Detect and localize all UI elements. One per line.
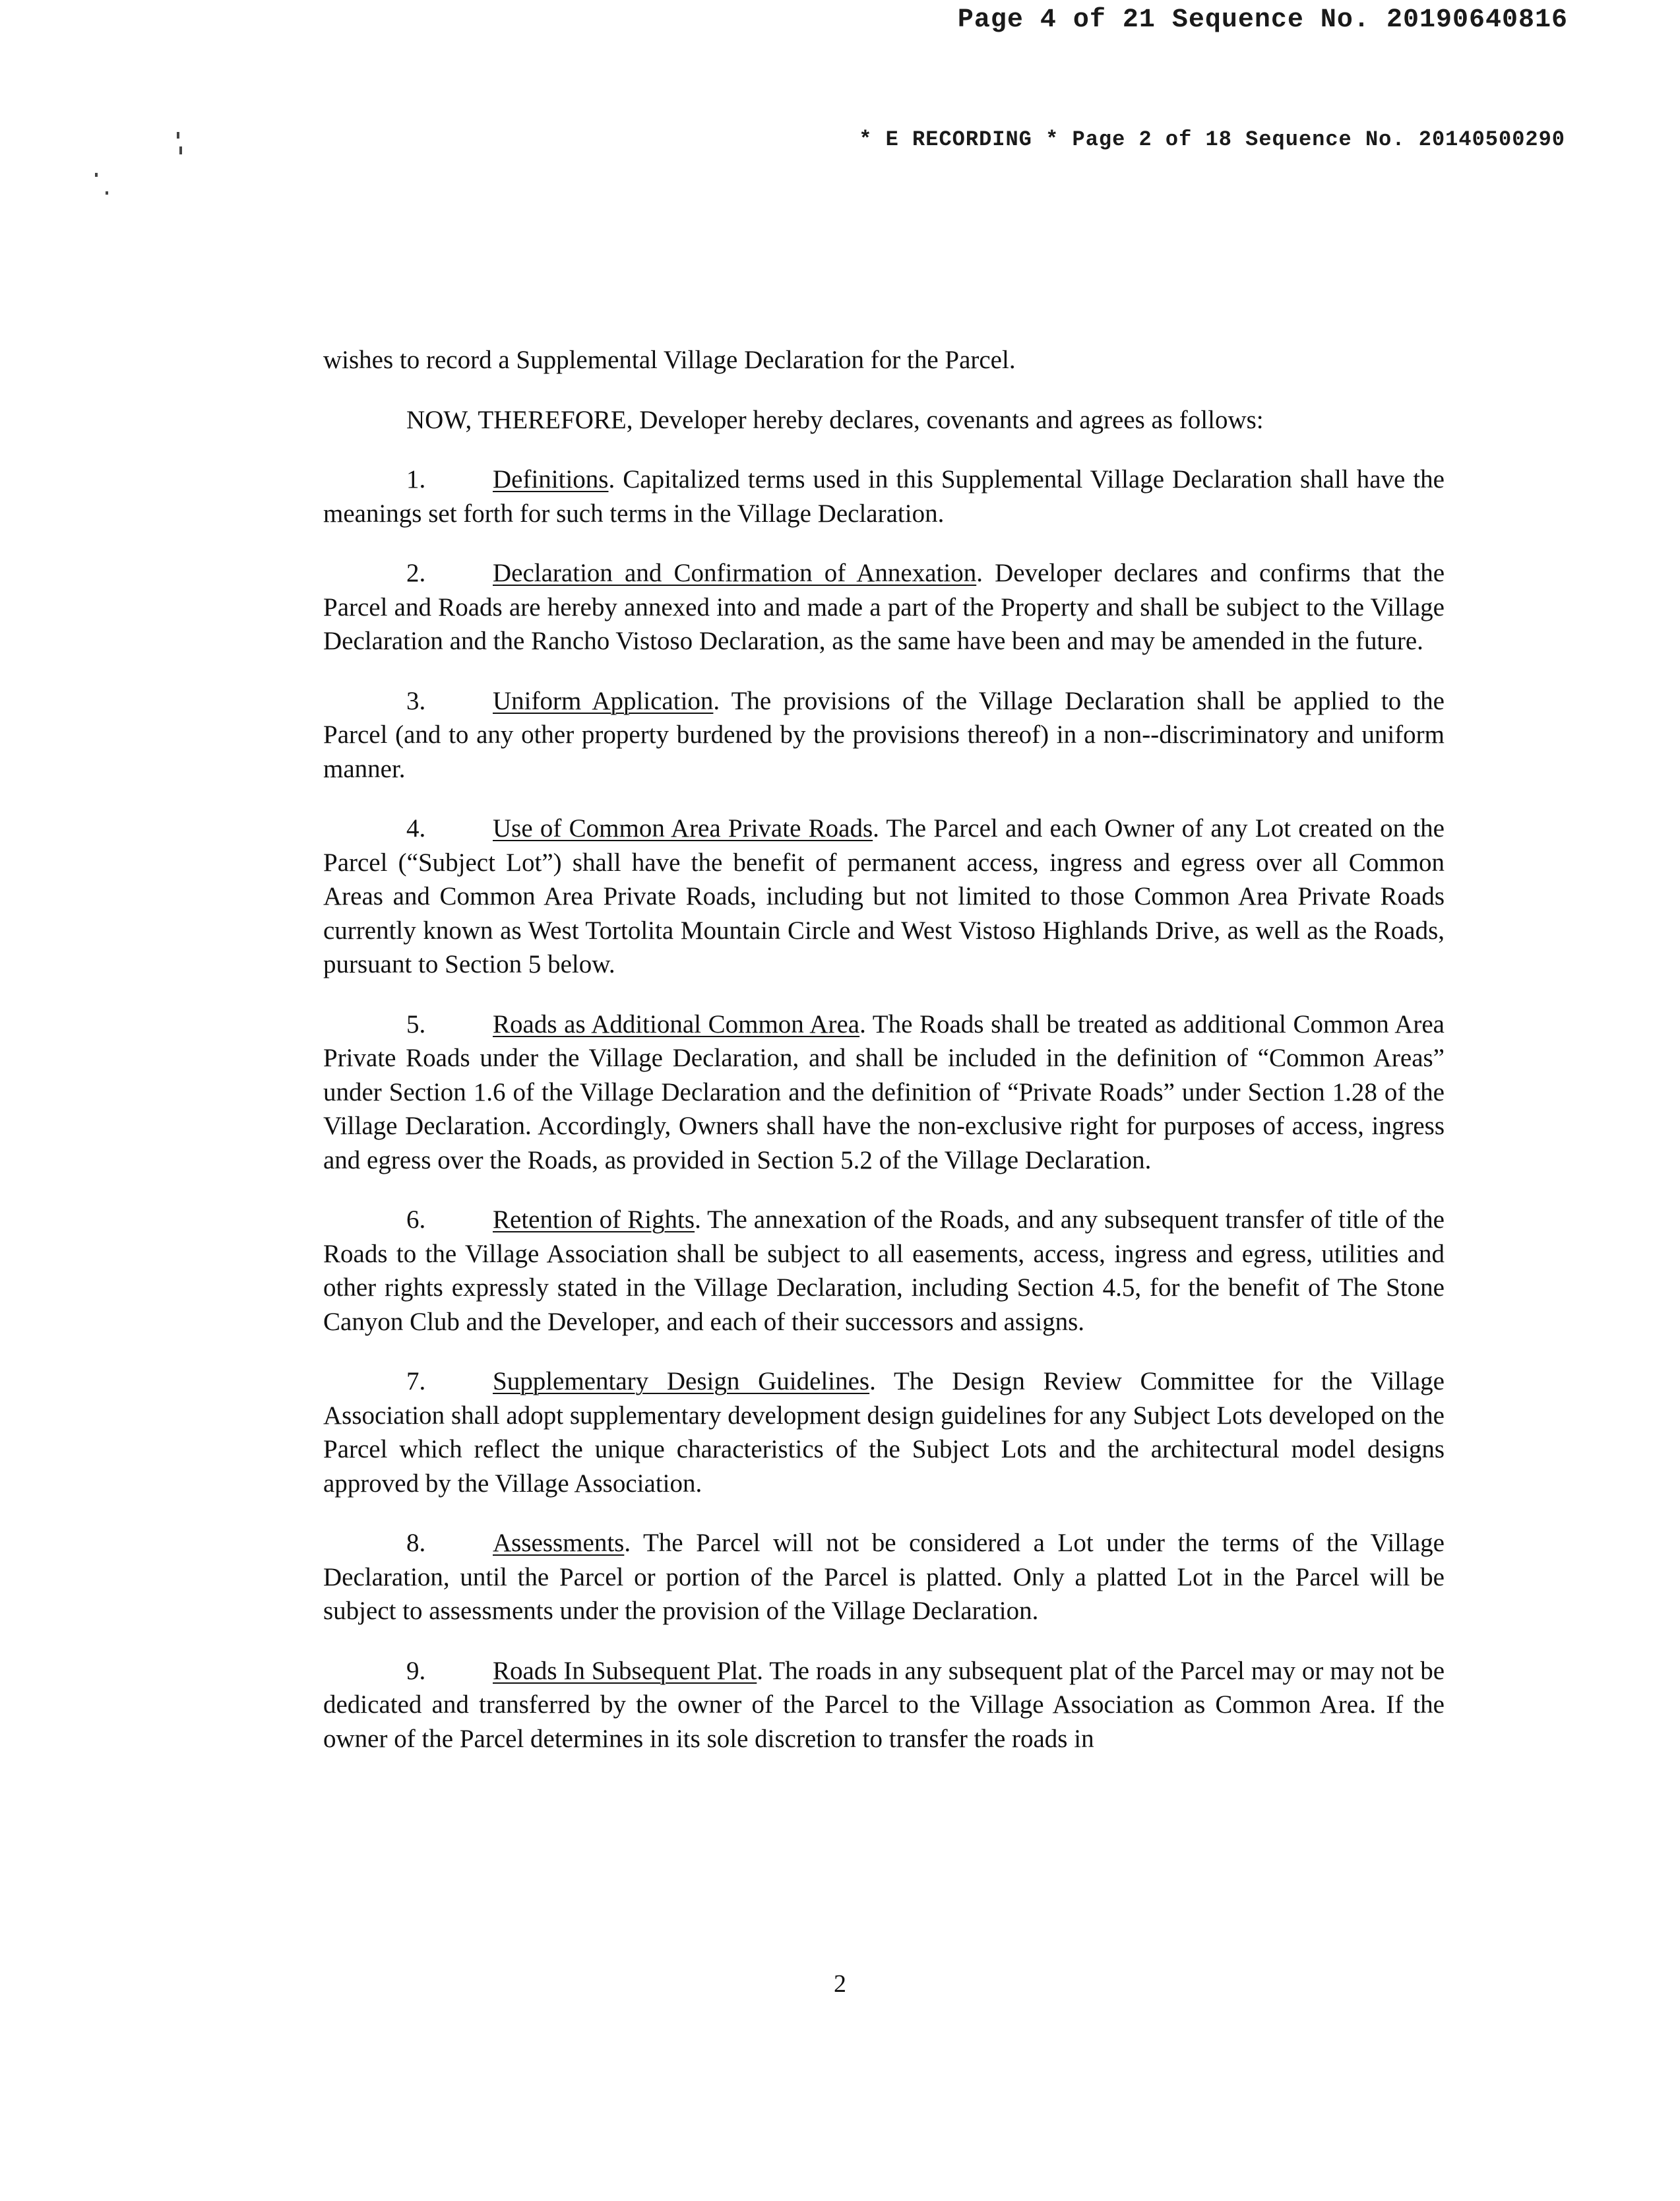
clause-text: . The Roads shall be treated as additional Common Area Private Roads under the Village Declaration, and shall be included in the definition of “Common Areas” under Section 1.6 of the Village Declaration and the definition of “Private Roads” under Section 1.28 of the Village Declaration. Accordingly, Owners shall have the non-exclusive right for purposes of access, ingress and egress over the Roads, as provided in Section 5.2 of the Village Declaration.: [323, 1009, 1445, 1174]
clause-4: [323, 812, 1445, 982]
clause-heading: Supplementary Design Guidelines: [493, 1367, 870, 1395]
clause-heading: Declaration and Confirmation of Annexation: [493, 559, 977, 587]
scan-mark: [95, 173, 98, 177]
clause-number: 2.: [406, 559, 426, 587]
clause-5: [323, 1007, 1445, 1178]
clause-heading: Retention of Rights: [493, 1205, 695, 1234]
clause-number: 6.: [406, 1205, 426, 1234]
clause-text: . The Design Review Committee for the Village Association shall adopt supplementary development design guidelines for any Subject Lots developed on the Parcel which reflect the unique characteristics of the Subject Lots and the architectural model designs approved by the Village Association.: [323, 1367, 1445, 1498]
clause-number: 9.: [406, 1656, 426, 1685]
clause-2: [323, 556, 1445, 658]
e-recording-stamp: * E RECORDING * Page 2 of 18 Sequence No. 20140500290: [859, 127, 1565, 152]
page-sequence-stamp: Page 4 of 21 Sequence No. 20190640816: [957, 5, 1568, 35]
clause-9: [323, 1654, 1445, 1756]
clause-6: [323, 1203, 1445, 1339]
clause-7: [323, 1364, 1445, 1500]
document-body: [323, 343, 1445, 1781]
clause-text: . The roads in any subsequent plat of the Parcel may or may not be dedicated and transferred by the owner of the Parcel to the Village Association as Common Area. If the owner of the Parcel determines in its sole discretion to transfer the roads in: [323, 1656, 1445, 1753]
clause-heading: Use of Common Area Private Roads: [493, 814, 873, 843]
clause-text: . Capitalized terms used in this Supplemental Village Declaration shall have the meanings set forth for such terms in the Village Declaration.: [323, 465, 1445, 528]
scan-mark: [106, 191, 108, 195]
clause-heading: Uniform Application: [493, 686, 714, 715]
now-therefore-paragraph: NOW, THEREFORE, Developer hereby declares, covenants and agrees as follows:: [406, 405, 1264, 434]
clause-text: . The Parcel will not be considered a Lot under the terms of the Village Declaration, until the Parcel or portion of the Parcel is platted. Only a platted Lot in the Parcel will be subject to assessments under the provision of the Village Declaration.: [323, 1529, 1445, 1625]
clause-text: . The Parcel and each Owner of any Lot created on the Parcel (“Subject Lot”) shall have the benefit of permanent access, ingress and egress over all Common Areas and Common Area Private Roads, including but not limited to those Common Area Private Roads currently known as West Tortolita Mountain Circle and West Vistoso Highlands Drive, as well as the Roads, pursuant to Section 5 below.: [323, 814, 1445, 978]
clause-heading: Roads as Additional Common Area: [493, 1009, 860, 1038]
clause-text: . Developer declares and confirms that the Parcel and Roads are hereby annexed into and made a part of the Property and shall be subject to the Village Declaration and the Rancho Vistoso Declaration, as the same have been and may be amended in the future.: [323, 559, 1445, 655]
clause-text: . The annexation of the Roads, and any subsequent transfer of title of the Roads to the Village Association shall be subject to all easements, access, ingress and egress, utilities and other rights expressly stated in the Village Declaration, including Section 4.5, for the benefit of The Stone Canyon Club and the Developer, and each of their successors and assigns.: [323, 1205, 1445, 1336]
clause-number: 5.: [406, 1009, 426, 1038]
scan-mark: [177, 132, 179, 139]
clause-number: 3.: [406, 686, 426, 715]
clause-number: 7.: [406, 1367, 426, 1395]
clause-8: [323, 1526, 1445, 1628]
scan-mark: [179, 146, 182, 154]
clause-heading: Definitions: [493, 465, 609, 494]
clause-text: . The provisions of the Village Declaration shall be applied to the Parcel (and to any other property burdened by the provisions thereof) in a non--discriminatory and uniform manner.: [323, 686, 1445, 783]
clause-heading: Roads In Subsequent Plat: [493, 1656, 757, 1685]
clause-heading: Assessments: [493, 1529, 625, 1557]
clause-number: 1.: [406, 465, 426, 494]
clause-3: [323, 684, 1445, 786]
page-number: 2: [834, 1970, 846, 1998]
clause-number: 4.: [406, 814, 426, 843]
clause-1: [323, 463, 1445, 530]
intro-paragraph: wishes to record a Supplemental Village Declaration for the Parcel.: [323, 346, 1016, 374]
clause-number: 8.: [406, 1529, 426, 1557]
